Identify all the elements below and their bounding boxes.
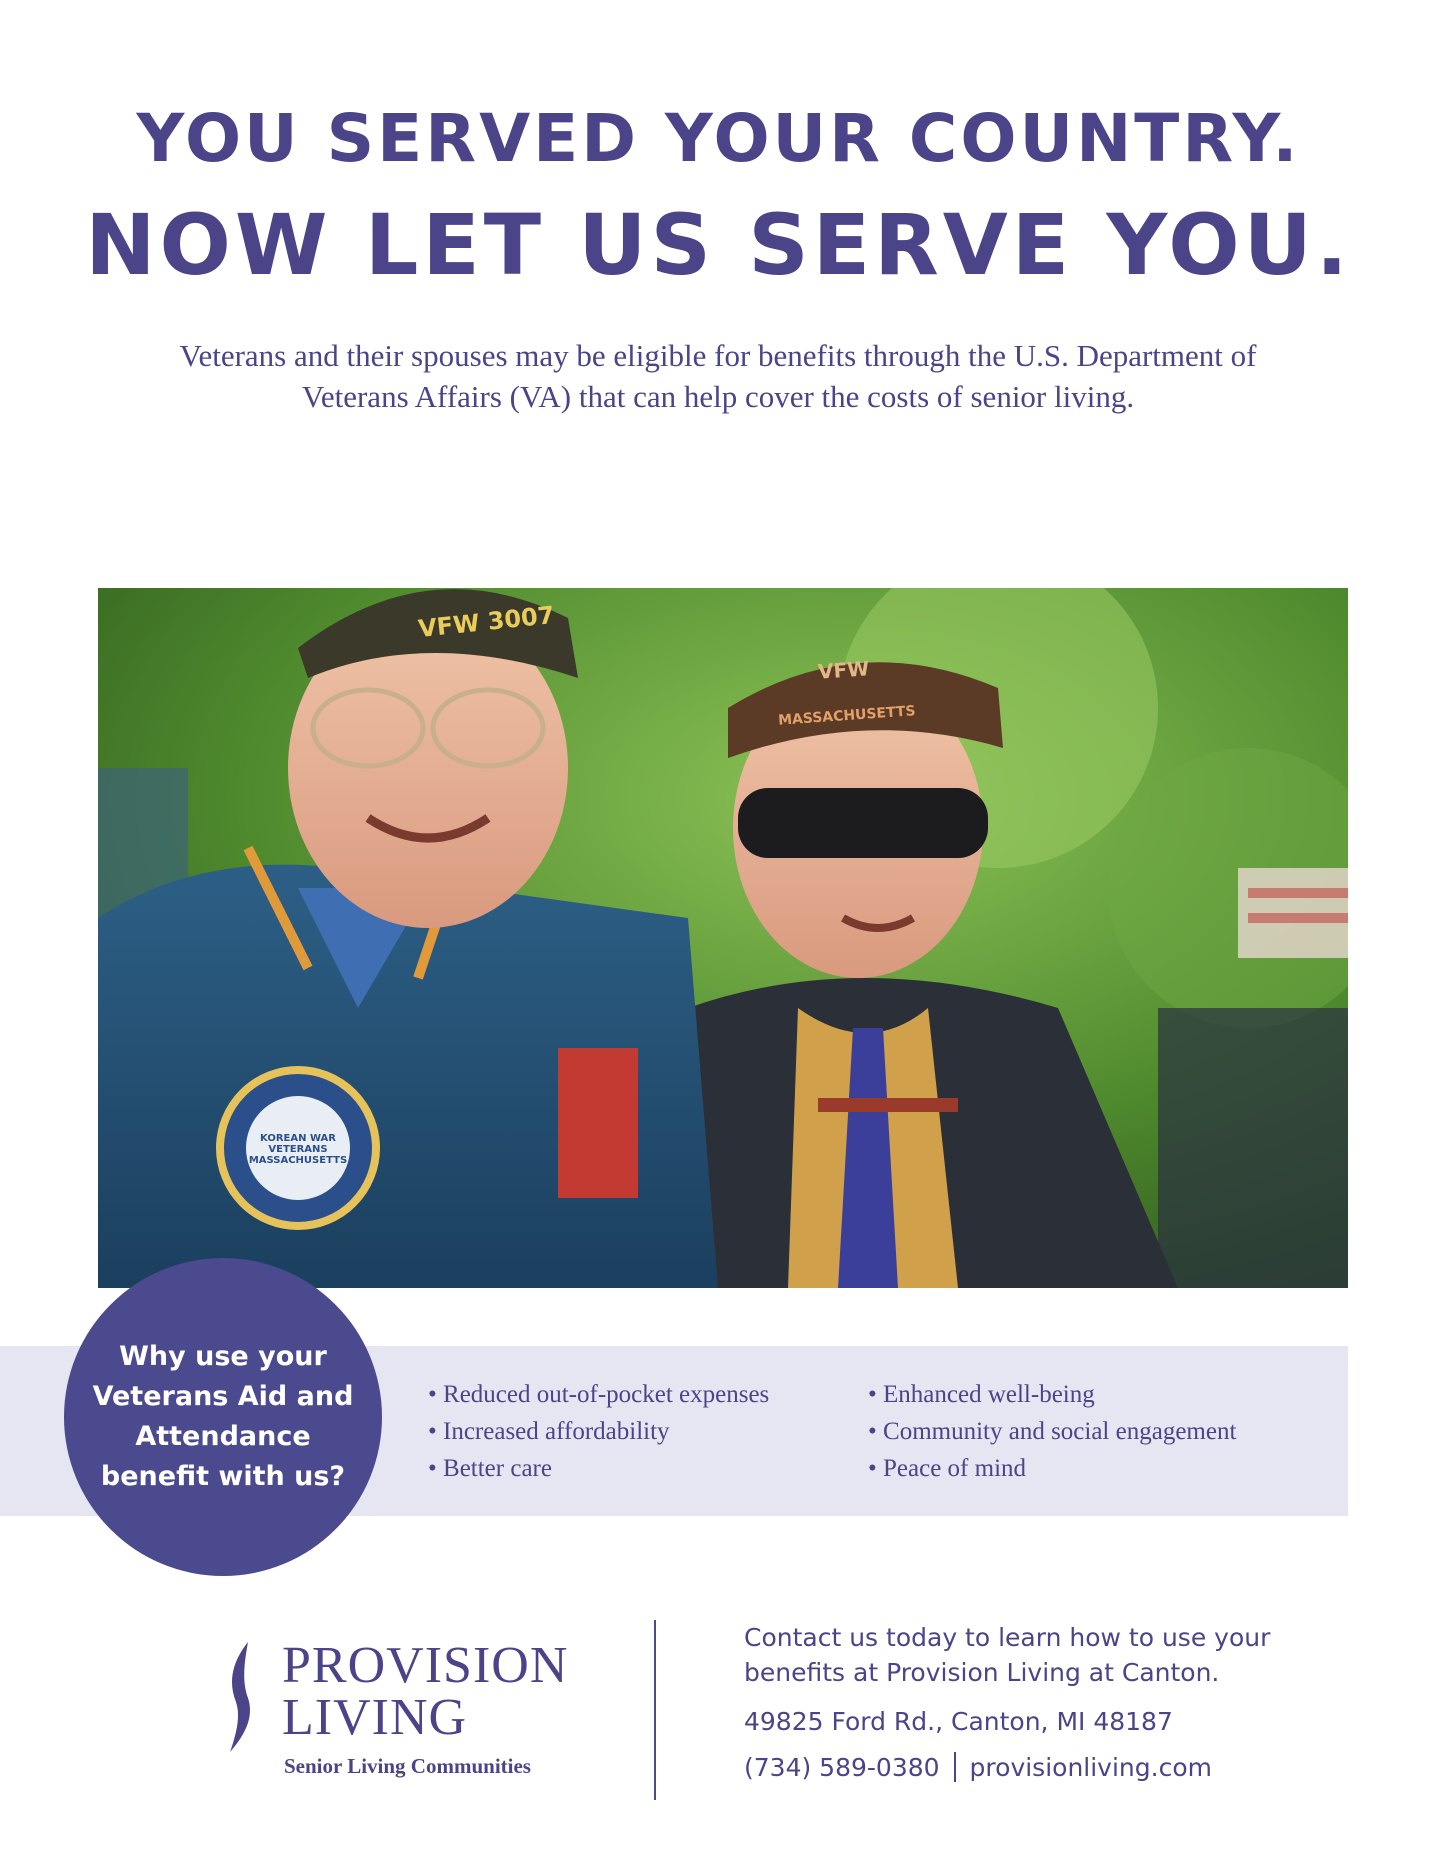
logo-word-provision: PROVISION xyxy=(282,1637,569,1694)
flame-logo-icon xyxy=(226,1642,260,1752)
contact-lead: Contact us today to learn how to use your benefits at Provision Living at Canton. xyxy=(744,1623,1271,1687)
contact-phone[interactable]: (734) 589-0380 xyxy=(744,1752,940,1782)
benefit-item: • Reduced out-of-pocket expenses xyxy=(428,1376,769,1413)
headline-line1: YOU SERVED YOUR COUNTRY. xyxy=(136,100,1301,177)
contact-address: 49825 Ford Rd., Canton, MI 48187 xyxy=(744,1707,1173,1736)
logo-word-living: LIVING xyxy=(282,1689,468,1746)
benefit-question-text: Why use your Veterans Aid and Attendance benefit with us? xyxy=(92,1341,354,1492)
logo-tagline: Senior Living Communities xyxy=(284,1754,531,1778)
headline-line2: NOW LET US SERVE YOU. xyxy=(85,196,1352,294)
cap-text-right: VFW xyxy=(817,656,870,684)
contact-block xyxy=(744,1620,1344,1782)
benefit-item: • Community and social engagement xyxy=(868,1413,1236,1450)
cap-text-right-state: MASSACHUSETTS xyxy=(777,703,917,729)
patch-text: KOREAN WAR VETERANS MASSACHUSETTS xyxy=(248,1133,348,1166)
intro-paragraph: Veterans and their spouses may be eligible for benefits through the U.S. Department of Veterans Affairs (VA) that can help cover the costs of senior living. xyxy=(179,338,1257,414)
contact-phone-web-row xyxy=(744,1752,1344,1782)
benefits-list-right xyxy=(868,1376,1236,1487)
benefit-item: • Peace of mind xyxy=(868,1450,1236,1487)
benefit-item: • Better care xyxy=(428,1450,769,1487)
cap-text-left: VFW 3007 xyxy=(416,600,556,644)
contact-separator xyxy=(954,1752,956,1782)
contact-website-link[interactable]: provisionliving.com xyxy=(969,1752,1212,1782)
veterans-photo xyxy=(98,588,1348,1288)
benefit-item: • Enhanced well-being xyxy=(868,1376,1236,1413)
benefit-question-circle xyxy=(64,1258,382,1576)
footer-divider xyxy=(654,1620,656,1800)
provision-living-logo xyxy=(226,1636,586,1786)
benefits-list-left xyxy=(428,1376,769,1487)
benefit-item: • Increased affordability xyxy=(428,1413,769,1450)
